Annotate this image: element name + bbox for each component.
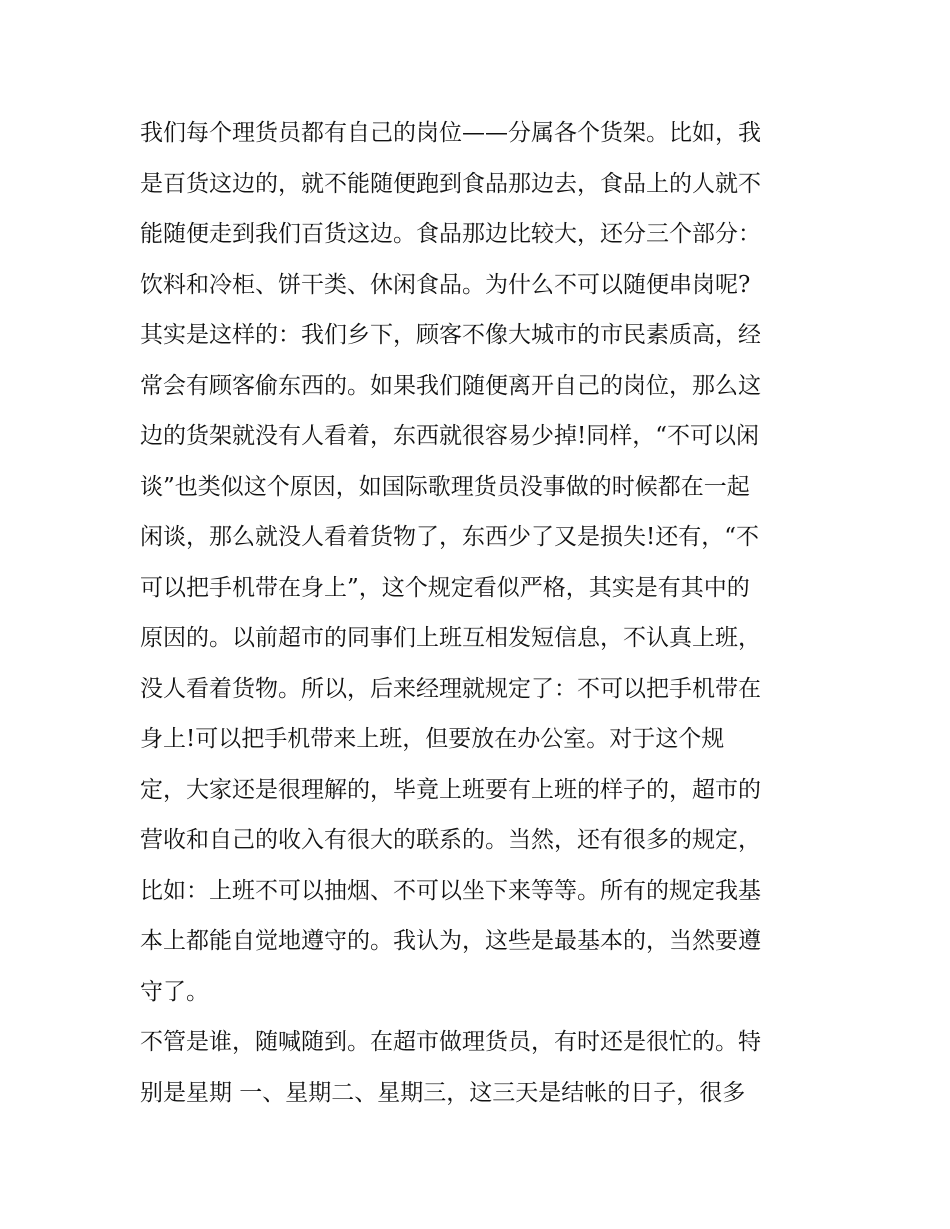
text-line: 常会有顾客偷东西的。如果我们随便离开自己的岗位，那么这 [140, 372, 761, 399]
text-line: 本上都能自觉地遵守的。我认为，这些是最基本的，当然要遵 [140, 928, 761, 954]
text-line: 别是星期 一、星期二、星期三，这三天是结帐的日子，很多 [140, 1079, 746, 1106]
text-line: 是百货这边的，就不能随便跑到食品那边去，食品上的人就不 [140, 170, 761, 197]
body-text [140, 108, 812, 1118]
text-line: 边的货架就没有人看着，东西就很容易少掉!同样，“不可以闲 [140, 423, 760, 449]
text-line: 可以把手机带在身上”，这个规定看似严格，其实是有其中的 [140, 574, 750, 601]
text-line: 不管是谁，随喊随到。在超市做理货员，有时还是很忙的。特 [140, 1029, 761, 1055]
text-line: 我们每个理货员都有自己的岗位——分属各个货架。比如，我 [140, 120, 761, 146]
text-line: 定，大家还是很理解的，毕竟上班要有上班的样子的，超市的 [140, 776, 761, 803]
text-line: 能随便走到我们百货这边。食品那边比较大，还分三个部分： [140, 221, 761, 247]
text-line: 饮料和冷柜、饼干类、休闲食品。为什么不可以随便串岗呢? [140, 271, 751, 298]
text-line: 闲谈，那么就没人看着货物了，东西少了又是损失!还有，“不 [140, 524, 760, 550]
text-line: 营收和自己的收入有很大的联系的。当然，还有很多的规定， [140, 827, 761, 853]
text-line: 原因的。以前超市的同事们上班互相发短信息，不认真上班， [140, 625, 761, 651]
text-line: 其实是这样的：我们乡下，顾客不像大城市的市民素质高，经 [140, 322, 761, 348]
text-line: 谈”也类似这个原因，如国际歌理货员没事做的时候都在一起 [140, 473, 750, 500]
text-line: 没人看着货物。所以，后来经理就规定了：不可以把手机带在 [140, 675, 761, 702]
text-line: 身上!可以把手机带来上班，但要放在办公室。对于这个规 [140, 726, 725, 752]
text-line: 守了。 [140, 978, 209, 1005]
text-line: 比如：上班不可以抽烟、不可以坐下来等等。所有的规定我基 [140, 877, 761, 904]
